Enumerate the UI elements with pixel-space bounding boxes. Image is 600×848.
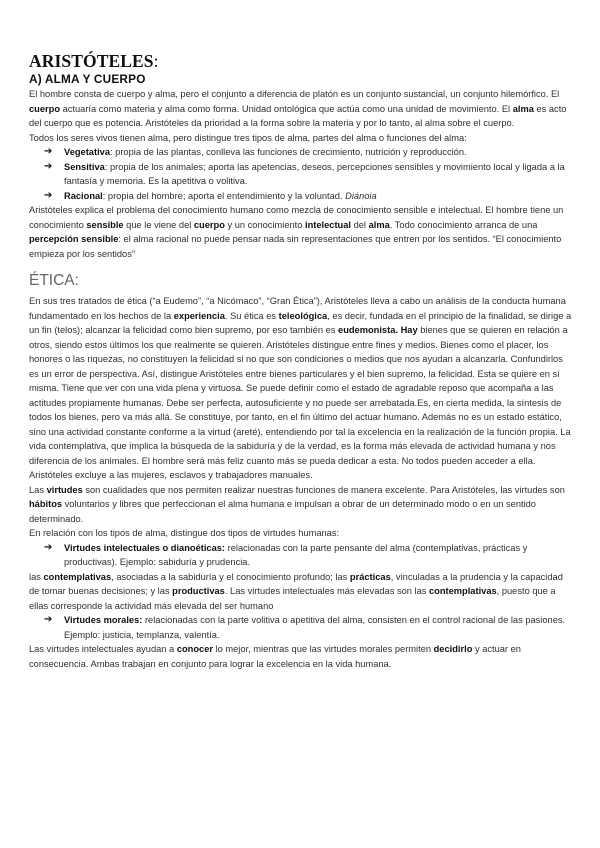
virtues-list-morales (29, 613, 575, 642)
list-item-sensitiva: ➔ Sensitiva: propia de los animales; aporta las apetencias, deseos, percepciones sensibles y movimiento local y ligada a la fantasía y memoria. Es la apetitiva o volitiva. (44, 160, 565, 186)
arrow-bullet-icon: ➔ (44, 541, 53, 553)
list-item-racional: ➔ Racional: propia del hombre; aporta el entendimiento y la voluntad. Diánoia (29, 189, 575, 204)
paragraph-conocimiento: Aristóteles explica el problema del conocimiento humano como mezcla de conocimiento sensible e intelectual. El hombre tiene un conocimiento sensible que le viene del cuerpo y un conocimiento intelectual del alma. Todo conocimiento arranca de una percepción sensible: el alma racional no puede pensar nada sin representaciones que entren por los sentidos. “El conocimiento empieza por los sentidos” (29, 205, 564, 259)
section-heading-etica: ÉTICA: (29, 272, 79, 289)
arrow-bullet-icon: ➔ (44, 189, 53, 201)
list-item-virtudes-morales: ➔ Virtudes morales: relacionadas con la parte volitiva o apetitiva del alma, consisten en el control racional de las pasiones. Ejemplo: justicia, templanza, valentía. (44, 614, 566, 640)
virtues-list-intelectuales (29, 541, 575, 570)
paragraph-hilemorfismo: El hombre consta de cuerpo y alma, pero el conjunto a diferencia de platón es un conjunto sustancial, un conjunto hilemórfico. El cuerpo actuaría como materia y alma como forma. Unidad ontológica que actúa como una unidad de movimiento. El alma es acto del cuerpo que es potencia. Aristóteles da prioridad a la forma sobre la materia y por lo tanto, al alma sobre el cuerpo. (29, 89, 567, 128)
section-heading-alma-cuerpo: A) ALMA Y CUERPO (29, 72, 146, 86)
paragraph-tipos-alma: Todos los seres vivos tienen alma, pero distingue tres tipos de alma, partes del alma o funciones del alma: (29, 132, 467, 143)
document-page (29, 50, 575, 671)
paragraph-tipos-virtudes: En relación con los tipos de alma, distingue dos tipos de virtudes humanas: (29, 528, 340, 538)
document-title: ARISTÓTELES: (29, 51, 159, 71)
list-item-virtudes-intelectuales: ➔ Virtudes intelectuales o dianoéticas: relacionadas con la parte pensante del alma (contemplativas, prácticas y productivas). Ejemplo: sabiduría y prudencia. (44, 541, 528, 567)
arrow-bullet-icon: ➔ (44, 160, 53, 172)
paragraph-contemplativas: las contemplativas, asociadas a la sabiduría y el conocimiento profundo; las prácticas, vinculadas a la prudencia y la capacidad de tomar buenas decisiones; y las productivas. Las virtudes intelectuales más elevadas son las contemplativas, puesto que a ellas corresponde la actividad más elevada del ser humano (29, 571, 563, 611)
soul-types-list (29, 145, 575, 203)
arrow-bullet-icon: ➔ (44, 146, 53, 157)
paragraph-etica-intro: En sus tres tratados de ética (“a Eudemo”, “a Nicómaco”, “Gran Ética”), Aristóteles lleva a cabo un análisis de la conducta humana fundamentado en los hechos de la experiencia. Su ética es teleológica, es decir, fundada en el principio de la finalidad, se dirige a un fin (telos); alcanzar la felicidad como bien supremo, por eso también es eudemonista. Hay bienes que se quieren en relación a otros, siendo estos últimos los que realmente se quieren. Aristóteles distingue entre fines y medios. Bienes como el placer, los honores o las riquezas, no constituyen la felicidad si no que son condiciones o medios que nos ayudan a alcanzarla. Confundirlos es un error de perspectiva. Así, distingue Aristóteles entre bienes particulares y el bien supremo, la felicidad. Esta se quiere en sí misma. Tiene que ver con una vida plena y virtuosa. Se puede definir como el estado de agradable reposo que acompaña a las actitudes propiamente humanas. Debe ser perfecta, autosuficiente y no puede ser arrebatada.Es, en cierta medida, la síntesis de todos los bienes, pero va más allá. Se constituye, por tanto, en el fin último del actuar humano. Además no es un estado estático, sino una actividad constante conforme a la virtud (areté), entendiendo por tal la excelencia en la realización de la función propia. La vida contemplativa, que implica la búsqueda de la sabiduría y de la verdad, es la forma más elevada de actividad humana y nos diferencia de los animales. El hombre será más feliz cuanto más se pueda dedicar a esta. No todos pueden acceder a ella. Aristóteles excluye a las mujeres, esclavos y trabajadores manuales. (29, 296, 572, 480)
paragraph-conclusion: Las virtudes intelectuales ayudan a conocer lo mejor, mientras que las virtudes morales permiten decidirlo y actuar en consecuencia. Ambas trabajan en conjunto para lograr la excelencia en la vida humana. (29, 644, 521, 669)
list-item-vegetativa: ➔ Vegetativa: propia de las plantas, conlleva las funciones de crecimiento, nutrición y reproducción. (29, 145, 575, 160)
arrow-bullet-icon: ➔ (44, 614, 53, 625)
paragraph-virtudes: Las virtudes son cualidades que nos permiten realizar nuestras funciones de manera excelente. Para Aristóteles, las virtudes son hábitos voluntarios y libres que perfeccionan el alma humana e impulsan a obrar de un determinado modo o en un sentido determinado. (29, 484, 565, 524)
